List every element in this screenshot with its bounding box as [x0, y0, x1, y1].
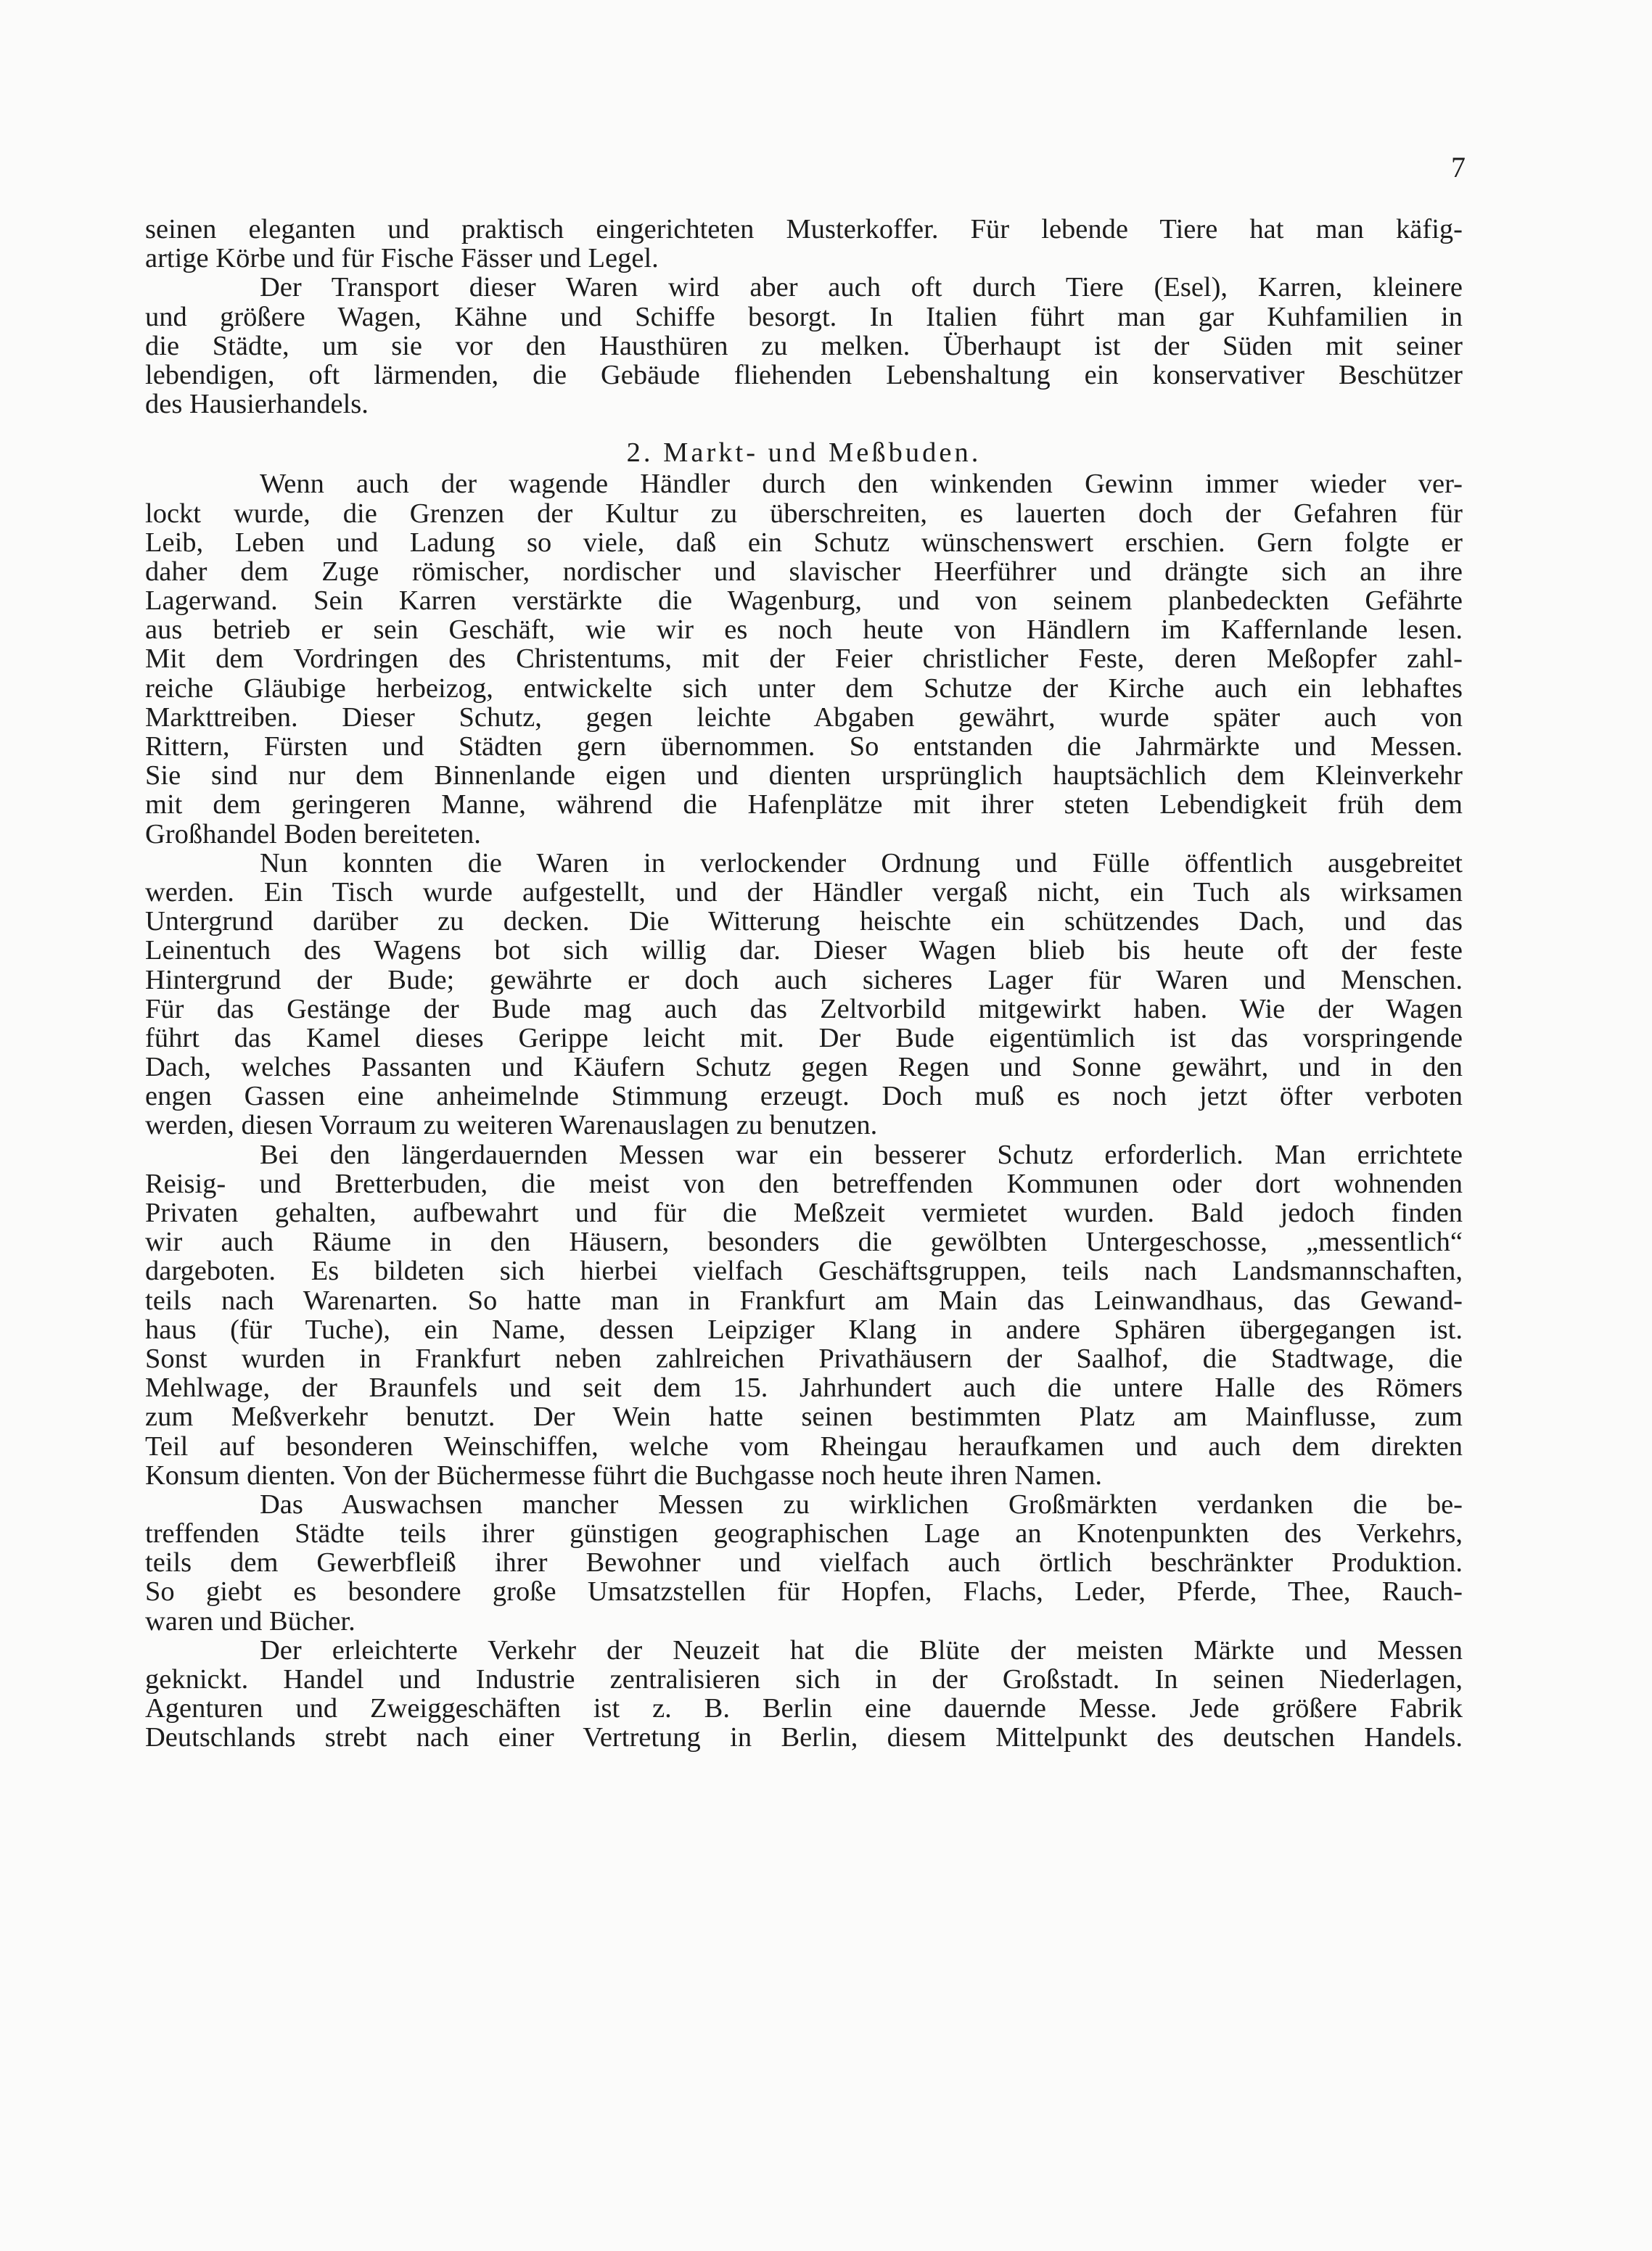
text-line: Wenn auch der wagende Händler durch den winkenden Gewinn immer wieder ver-	[260, 469, 1463, 499]
text-line: dargeboten. Es bildeten sich hierbei vielfach Geschäftsgruppen, teils nach Landsmannschaften,	[145, 1256, 1463, 1286]
text-line: reiche Gläubige herbeizog, entwickelte sich unter dem Schutze der Kirche auch ein lebhaftes	[145, 673, 1463, 703]
intro-paragraph	[145, 215, 1463, 419]
page-number: 7	[1451, 151, 1466, 184]
text-line: Lagerwand. Sein Karren verstärkte die Wagenburg, und von seinem planbedeckten Gefährte	[145, 586, 1463, 616]
text-line: lebendigen, oft lärmenden, die Gebäude fliehenden Lebenshaltung ein konservativer Beschützer	[145, 360, 1463, 390]
text-line: Der Transport dieser Waren wird aber auch oft durch Tiere (Esel), Karren, kleinere	[260, 273, 1463, 303]
text-line: Markttreiben. Dieser Schutz, gegen leichte Abgaben gewährt, wurde später auch von	[145, 702, 1463, 732]
paragraph-2	[145, 849, 1463, 1140]
text-line: Rittern, Fürsten und Städten gern übernommen. So entstanden die Jahrmärkte und Messen.	[145, 732, 1463, 762]
text-line: werden, diesen Vorraum zu weiteren Warenauslagen zu benutzen.	[145, 1111, 878, 1140]
text-line: Teil auf besonderen Weinschiffen, welche vom Rheingau heraufkamen und auch dem direkten	[145, 1431, 1463, 1461]
text-line: werden. Ein Tisch wurde aufgestellt, und der Händler vergaß nicht, ein Tuch als wirksamen	[145, 877, 1463, 908]
text-line: des Hausierhandels.	[145, 390, 369, 419]
text-line: Konsum dienten. Von der Büchermesse führt die Buchgasse noch heute ihren Namen.	[145, 1460, 1103, 1490]
text-line: engen Gassen eine anheimelnde Stimmung erzeugt. Doch muß es noch jetzt öfter verboten	[145, 1082, 1463, 1111]
text-line: Bei den längerdauernden Messen war ein besserer Schutz erforderlich. Man errichtete	[260, 1140, 1463, 1169]
paragraph-1	[145, 469, 1463, 848]
text-line: und größere Wagen, Kähne und Schiffe besorgt. In Italien führt man gar Kuhfamilien in	[145, 302, 1463, 332]
text-line: aus betrieb er sein Geschäft, wie wir es noch heute von Händlern im Kaffernlande lesen.	[145, 615, 1463, 645]
text-line: Sonst wurden in Frankfurt neben zahlreichen Privathäusern der Saalhof, die Stadtwage, die	[145, 1343, 1463, 1374]
text-line: Sie sind nur dem Binnenlande eigen und dienten ursprünglich hauptsächlich dem Kleinverkehr	[145, 761, 1463, 791]
text-line: wir auch Räume in den Häusern, besonders die gewölbten Untergeschosse, „messentlich“	[145, 1227, 1463, 1257]
text-line: Dach, welches Passanten und Käufern Schutz gegen Regen und Sonne gewährt, und in den	[145, 1053, 1463, 1082]
text-line: haus (für Tuche), ein Name, dessen Leipziger Klang in andere Sphären übergegangen ist.	[145, 1314, 1463, 1344]
text-line: Der erleichterte Verkehr der Neuzeit hat die Blüte der meisten Märkte und Messen	[260, 1635, 1463, 1665]
text-line: artige Körbe und für Fische Fässer und Legel.	[145, 244, 659, 273]
paragraph-3	[145, 1140, 1463, 1490]
text-line: Privaten gehalten, aufbewahrt und für die Meßzeit vermietet wurden. Bald jedoch finden	[145, 1198, 1463, 1228]
text-line: teils nach Warenarten. So hatte man in Frankfurt am Main das Leinwandhaus, das Gewand-	[145, 1285, 1463, 1315]
paragraph-5	[145, 1636, 1463, 1753]
text-line: Leinentuch des Wagens bot sich willig dar. Dieser Wagen blieb bis heute oft der feste	[145, 936, 1463, 966]
text-line: teils dem Gewerbfleiß ihrer Bewohner und vielfach auch örtlich beschränkter Produktion.	[145, 1548, 1463, 1578]
text-line: Für das Gestänge der Bude mag auch das Zeltvorbild mitgewirkt haben. Wie der Wagen	[145, 994, 1463, 1024]
text-line: waren und Bücher.	[145, 1606, 356, 1636]
text-line: Reisig- und Bretterbuden, die meist von den betreffenden Kommunen oder dort wohnenden	[145, 1169, 1463, 1198]
text-line: Mit dem Vordringen des Christentums, mit der Feier christlicher Feste, deren Meßopfer zahl-	[145, 644, 1463, 674]
text-line: treffenden Städte teils ihrer günstigen geographischen Lage an Knotenpunkten des Verkehrs,	[145, 1519, 1463, 1549]
text-line: So giebt es besondere große Umsatzstellen für Hopfen, Flachs, Leder, Pferde, Thee, Rauch-	[145, 1577, 1463, 1607]
text-line: Mehlwage, der Braunfels und seit dem 15. Jahrhundert auch die untere Halle des Römers	[145, 1373, 1463, 1403]
text-line: daher dem Zuge römischer, nordischer und slavischer Heerführer und drängte sich an ihre	[145, 556, 1463, 587]
text-line: Das Auswachsen mancher Messen zu wirklichen Großmärkten verdanken die be-	[260, 1489, 1463, 1520]
text-line: Großhandel Boden bereiteten.	[145, 819, 481, 849]
text-line: Deutschlands strebt nach einer Vertretung in Berlin, diesem Mittelpunkt des deutschen Handels.	[145, 1723, 1463, 1753]
text-line: geknickt. Handel und Industrie zentralisieren sich in der Großstadt. In seinen Niederlagen,	[145, 1665, 1463, 1695]
text-line: die Städte, um sie vor den Hausthüren zu melken. Überhaupt ist der Süden mit seiner	[145, 331, 1463, 361]
text-line: Untergrund darüber zu decken. Die Witterung heischte ein schützendes Dach, und das	[145, 907, 1463, 937]
text-line: Hintergrund der Bude; gewährte er doch auch sicheres Lager für Waren und Menschen.	[145, 965, 1463, 995]
section-heading: 2. Markt- und Meßbuden.	[626, 437, 982, 469]
paragraph-4	[145, 1490, 1463, 1636]
text-line: führt das Kamel dieses Gerippe leicht mit. Der Bude eigentümlich ist das vorspringende	[145, 1023, 1463, 1053]
text-line: zum Meßverkehr benutzt. Der Wein hatte seinen bestimmten Platz am Mainflusse, zum	[145, 1402, 1463, 1432]
text-line: lockt wurde, die Grenzen der Kultur zu überschreiten, es lauerten doch der Gefahren für	[145, 498, 1463, 528]
page-content	[145, 215, 1463, 1753]
text-line: seinen eleganten und praktisch eingerichteten Musterkoffer. Für lebende Tiere hat man käfig-	[145, 215, 1463, 244]
text-line: Nun konnten die Waren in verlockender Ordnung und Fülle öffentlich ausgebreitet	[260, 848, 1463, 878]
text-line: mit dem geringeren Manne, während die Hafenplätze mit ihrer steten Lebendigkeit früh dem	[145, 790, 1463, 820]
text-line: Agenturen und Zweiggeschäften ist z. B. Berlin eine dauernde Messe. Jede größere Fabrik	[145, 1694, 1463, 1724]
text-line: Leib, Leben und Ladung so viele, daß ein Schutz wünschenswert erschien. Gern folgte er	[145, 527, 1463, 557]
